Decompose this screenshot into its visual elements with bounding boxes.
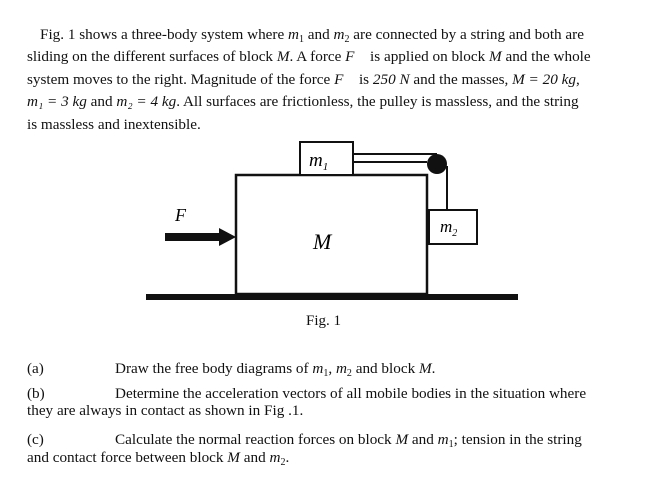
m2-label: $m_2$: [440, 217, 458, 239]
statement-line-4: m₁ = 3 kg and m₂ = 4 kg. All surfaces are frictionless, the pulley is massless, and the string: [27, 93, 579, 111]
statement-line-2: sliding on the different surfaces of block M. A force F⃗ is applied on block M and the whole: [27, 48, 591, 66]
block-M: [236, 175, 427, 294]
statement-line-1: Fig. 1 shows a three-body system where $m_1$ and $m_2$ are connected by a string and both are: [40, 26, 584, 45]
figure-caption: Fig. 1: [306, 313, 342, 329]
M-label: M: [313, 229, 332, 254]
question-c-continued: and contact force between block M and $m_2$.: [27, 449, 290, 468]
force-arrow-head: [219, 228, 236, 246]
statement-line-3: system moves to the right. Magnitude of the force F⃗ is 250 N and the masses, M = 20 kg,: [27, 70, 580, 88]
question-b-continued: they are always in contact as shown in Fig .1.: [27, 402, 304, 419]
force-arrow-shaft: [165, 233, 221, 241]
statement-line-5: is massless and inextensible.: [27, 115, 201, 133]
question-a: (a) Draw the free body diagrams of $m_1$, $m_2$ and block M.: [27, 360, 436, 379]
question-c: (c) Calculate the normal reaction forces on block M and $m_1$; tension in the string: [27, 431, 582, 450]
question-b: (b) Determine the acceleration vectors of all mobile bodies in the situation where: [27, 385, 587, 402]
m1-label: $m_1$: [309, 150, 329, 173]
pulley: [427, 154, 447, 174]
force-label: F⃗: [175, 205, 200, 225]
question-b-label: (b): [27, 385, 45, 402]
question-a-label: (a): [27, 360, 44, 377]
question-c-label: (c): [27, 431, 44, 448]
